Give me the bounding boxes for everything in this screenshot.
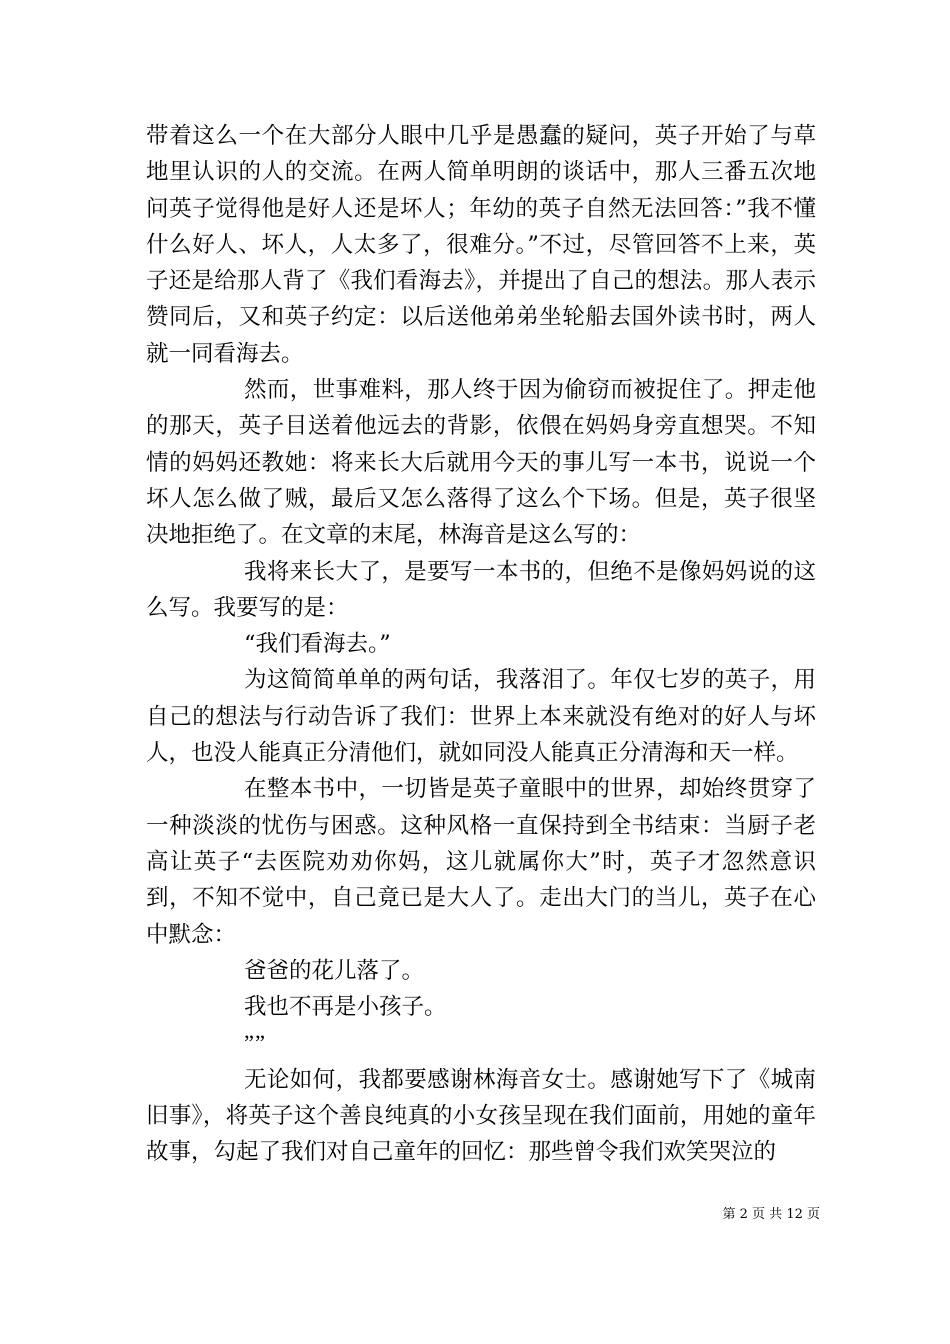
paragraph-dialogue: 带着这么一个在大部分人眼中几乎是愚蠢的疑问，英子开始了与草地里认识的人的交流。在两人简单明朗的谈话中，那人三番五次地问英子觉得他是好人还是坏人；年幼的英子自然无法回答：”我不懂什么好人、坏人，人太多了，很难分。”不过，尽管回答不上来，英子还是给那人背了《我们看海去》，并提出了自己的想法。那人表示赞同后，又和英子约定：以后送他弟弟坐轮船去国外读书时，两人就一同看海去。 bbox=[146, 123, 816, 367]
paragraph-quote-intro: 我将来长大了，是要写一本书的，但绝不是像妈妈说的这么写。我要写的是： bbox=[146, 558, 816, 621]
quote-line-not-child: 我也不再是小孩子。 bbox=[244, 994, 447, 1021]
paragraph-book-style: 在整本书中，一切皆是英子童眼中的世界，却始终贯穿了一种淡淡的忧伤与困惑。这种风格一直保持到全书结束：当厨子老高让英子“去医院劝劝你妈，这儿就属你大”时，英子才忽然意识到，不知不觉中，自己竟已是大人了。走出大门的当儿，英子在心中默念： bbox=[146, 776, 816, 948]
quote-line-flowers: 爸爸的花儿落了。 bbox=[244, 957, 425, 984]
quote-line-sea: “我们看海去。” bbox=[244, 631, 391, 658]
page-number-footer: 第 2 页 共 12 页 bbox=[722, 1207, 820, 1222]
paragraph-thanks: 无论如何，我都要感谢林海音女士。感谢她写下了《城南旧事》，将英子这个善良纯真的小女孩呈现在我们面前，用她的童年故事，勾起了我们对自己童年的回忆：那些曾令我们欢笑哭泣的 bbox=[146, 1066, 816, 1166]
paragraph-reflection: 为这简简单单的两句话，我落泪了。年仅七岁的英子，用自己的想法与行动告诉了我们：世界上本来就没有绝对的好人与坏人，也没人能真正分清他们，就如同没人能真正分清海和天一样。 bbox=[146, 667, 816, 767]
quote-close-marks: ”” bbox=[244, 1030, 266, 1056]
document-body bbox=[146, 118, 816, 1171]
paragraph-capture: 然而，世事难料，那人终于因为偷窃而被捉住了。押走他的那天，英子目送着他远去的背影，依偎在妈妈身旁直想哭。不知情的妈妈还教她：将来长大后就用今天的事儿写一本书，说说一个坏人怎么做了贼，最后又怎么落得了这么个下场。但是，英子很坚决地拒绝了。在文章的末尾，林海音是这么写的： bbox=[146, 377, 816, 549]
